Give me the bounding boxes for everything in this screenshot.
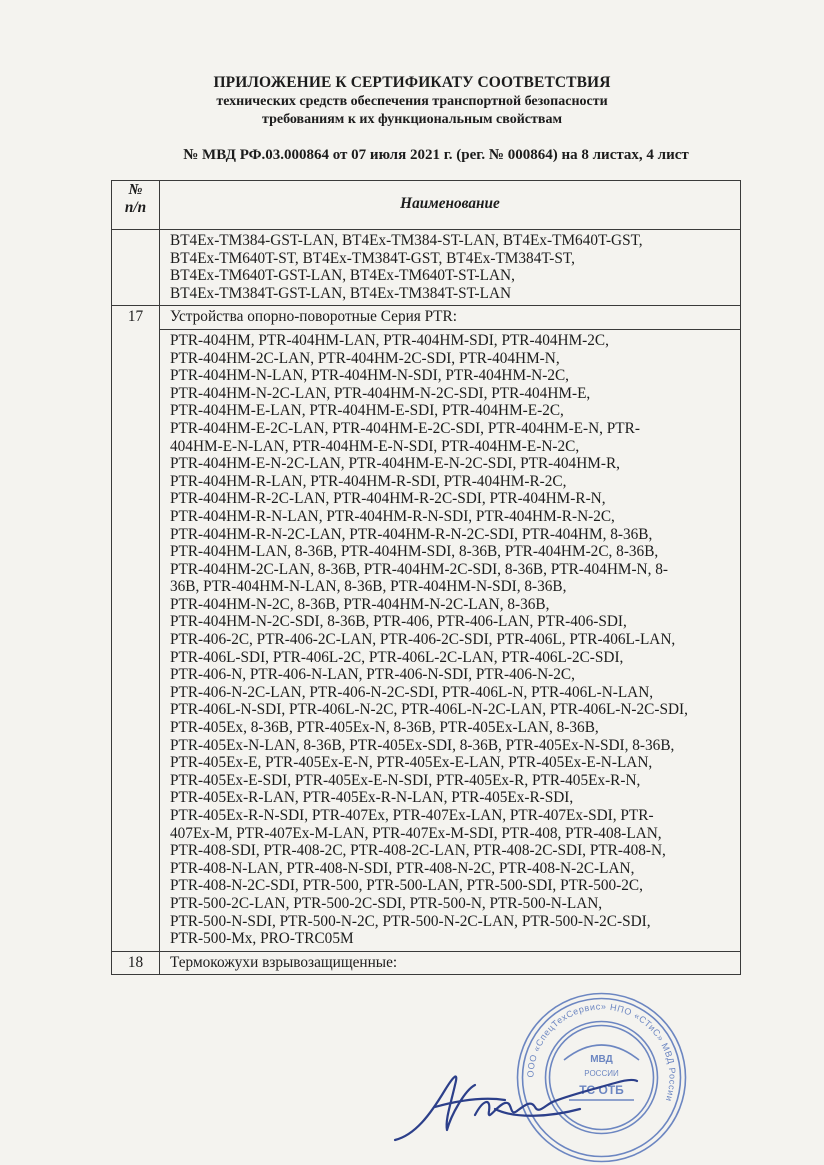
model-line: PTR-404HM-2C-LAN, PTR-404HM-2C-SDI, PTR-404HM-N,	[170, 349, 560, 367]
column-header-number-abbr: п/п	[124, 198, 147, 216]
model-line: BT4Ex-TM384-GST-LAN, BT4Ex-TM384-ST-LAN, BT4Ex-TM640T-GST,	[170, 232, 643, 249]
model-line: PTR-408-N-2C-SDI, PTR-500, PTR-500-LAN, PTR-500-SDI, PTR-500-2C,	[170, 877, 643, 895]
stamp-top-text: МВД	[590, 1054, 613, 1065]
model-line: PTR-406L-SDI, PTR-406L-2C, PTR-406L-2C-LAN, PTR-406L-2C-SDI,	[170, 648, 624, 666]
model-line: PTR-404HM-R-LAN, PTR-404HM-R-SDI, PTR-404HM-R-2C,	[170, 472, 567, 490]
table-row-17-title	[112, 306, 741, 330]
model-line: PTR-404HM-N-2C-SDI, 8-36B, PTR-406, PTR-406-LAN, PTR-406-SDI,	[170, 613, 627, 631]
row-number-17: 17	[112, 306, 160, 951]
row-17-models	[160, 329, 741, 951]
model-line: 407Ex-M, PTR-407Ex-M-LAN, PTR-407Ex-M-SDI, PTR-408, PTR-408-LAN,	[170, 824, 662, 842]
appendix-subtitle-1: технических средств обеспечения транспортной безопасности	[216, 94, 608, 109]
model-line: PTR-404HM-N-2C-LAN, PTR-404HM-N-2C-SDI, PTR-404HM-E,	[170, 384, 591, 402]
column-header-number-symbol: №	[128, 181, 143, 198]
model-line: PTR-405Ex-E, PTR-405Ex-E-N, PTR-405Ex-E-LAN, PTR-405Ex-E-N-LAN,	[170, 754, 653, 772]
model-line: PTR-404HM-R-N-LAN, PTR-404HM-R-N-SDI, PTR-404HM-R-N-2C,	[170, 507, 615, 525]
row-number-cell	[112, 230, 160, 306]
column-header-number	[112, 181, 160, 230]
stamp-bottom-text: ТС ОТБ	[579, 1083, 624, 1097]
model-line: PTR-404HM-E-LAN, PTR-404HM-E-SDI, PTR-404HM-E-2C,	[170, 402, 564, 420]
model-line: PTR-404HM-E-N-2C-LAN, PTR-404HM-E-N-2C-SDI, PTR-404HM-R,	[170, 455, 620, 473]
column-header-name: Наименование	[160, 181, 741, 230]
model-line: PTR-406-N, PTR-406-N-LAN, PTR-406-N-SDI, PTR-406-N-2C,	[170, 666, 575, 684]
appendix-subtitle-2: требованиям к их функциональным свойствам	[262, 112, 562, 127]
model-line: BT4Ex-TM640T-GST-LAN, BT4Ex-TM640T-ST-LAN,	[170, 267, 515, 285]
model-line: PTR-405Ex-E-SDI, PTR-405Ex-E-N-SDI, PTR-405Ex-R, PTR-405Ex-R-N,	[170, 771, 641, 789]
model-line: 404HM-E-N-LAN, PTR-404HM-E-N-SDI, PTR-404HM-E-N-2C,	[170, 437, 580, 455]
model-line: PTR-500-2C-LAN, PTR-500-2C-SDI, PTR-500-N, PTR-500-N-LAN,	[170, 894, 603, 912]
model-line: BT4Ex-TM384T-GST-LAN, BT4Ex-TM384T-ST-LAN	[170, 284, 512, 302]
stamp-mid-text: РОССИИ	[584, 1069, 619, 1078]
model-line: PTR-406-N-2C-LAN, PTR-406-N-2C-SDI, PTR-406L-N, PTR-406L-N-LAN,	[170, 683, 654, 701]
model-line: PTR-404HM-R-N-2C-LAN, PTR-404HM-R-N-2C-SDI, PTR-404HM, 8-36B,	[170, 525, 653, 543]
model-line: PTR-405Ex-R-N-SDI, PTR-407Ex, PTR-407Ex-LAN, PTR-407Ex-SDI, PTR-	[170, 807, 654, 824]
model-line: PTR-404HM-E-2C-LAN, PTR-404HM-E-2C-SDI, PTR-404HM-E-N, PTR-	[170, 419, 640, 437]
row-continuation-models	[160, 230, 741, 306]
model-line: PTR-404HM-2C-LAN, 8-36B, PTR-404HM-2C-SDI, 8-36B, PTR-404HM-N, 8-	[170, 560, 669, 578]
model-line: PTR-405Ex-R-LAN, PTR-405Ex-R-N-LAN, PTR-405Ex-R-SDI,	[170, 789, 574, 807]
model-line: PTR-405Ex-N-LAN, 8-36B, PTR-405Ex-SDI, 8-36B, PTR-405Ex-N-SDI, 8-36B,	[170, 736, 675, 754]
row-number-18: 18	[112, 951, 160, 975]
model-line: PTR-404HM, PTR-404HM-LAN, PTR-404HM-SDI, PTR-404HM-2C,	[170, 331, 609, 349]
model-line: PTR-406L-N-SDI, PTR-406L-N-2C, PTR-406L-N-2C-LAN, PTR-406L-N-2C-SDI,	[170, 701, 688, 719]
table-row-continuation	[112, 230, 741, 306]
model-line: 36B, PTR-404HM-N-LAN, 8-36B, PTR-404HM-N-SDI, 8-36B,	[170, 578, 567, 596]
model-line: PTR-404HM-R-2C-LAN, PTR-404HM-R-2C-SDI, PTR-404HM-R-N,	[170, 490, 606, 508]
appendix-title: ПРИЛОЖЕНИЕ К СЕРТИФИКАТУ СООТВЕТСТВИЯ	[213, 74, 611, 91]
row-18-title: Термокожухи взрывозащищенные:	[160, 951, 741, 975]
model-line: BT4Ex-TM640T-ST, BT4Ex-TM384T-GST, BT4Ex-TM384T-ST,	[170, 249, 575, 267]
stamp-ring-text: ООО «СпецТехСервис» НПО «СТиС» МВД России	[525, 1001, 678, 1104]
model-line: PTR-500-N-SDI, PTR-500-N-2C, PTR-500-N-2C-LAN, PTR-500-N-2C-SDI,	[170, 912, 651, 930]
model-line: PTR-405Ex, 8-36B, PTR-405Ex-N, 8-36B, PTR-405Ex-LAN, 8-36B,	[170, 719, 599, 737]
model-line: PTR-404HM-N-2C, 8-36B, PTR-404HM-N-2C-LAN, 8-36B,	[170, 595, 550, 613]
model-line: PTR-404HM-LAN, 8-36B, PTR-404HM-SDI, 8-36B, PTR-404HM-2C, 8-36B,	[170, 543, 659, 561]
handwritten-signature	[375, 1045, 645, 1155]
model-line: PTR-406-2C, PTR-406-2C-LAN, PTR-406-2C-SDI, PTR-406L, PTR-406L-LAN,	[170, 631, 676, 649]
model-line: PTR-404HM-N-LAN, PTR-404HM-N-SDI, PTR-404HM-N-2C,	[170, 367, 569, 385]
table-row-17-models	[112, 329, 741, 951]
equipment-table	[111, 180, 741, 975]
model-line: PTR-500-Mx, PRO-TRC05M	[170, 930, 354, 948]
row-17-title: Устройства опорно-поворотные Серия PTR:	[160, 306, 741, 330]
certificate-reference: № МВД РФ.03.000864 от 07 июля 2021 г. (рег. № 000864) на 8 листах, 4 лист	[183, 147, 689, 163]
model-line: PTR-408-SDI, PTR-408-2C, PTR-408-2C-LAN, PTR-408-2C-SDI, PTR-408-N,	[170, 842, 666, 860]
table-row-18-title	[112, 951, 741, 975]
model-line: PTR-408-N-LAN, PTR-408-N-SDI, PTR-408-N-2C, PTR-408-N-2C-LAN,	[170, 859, 635, 877]
table-header-row	[112, 181, 741, 230]
